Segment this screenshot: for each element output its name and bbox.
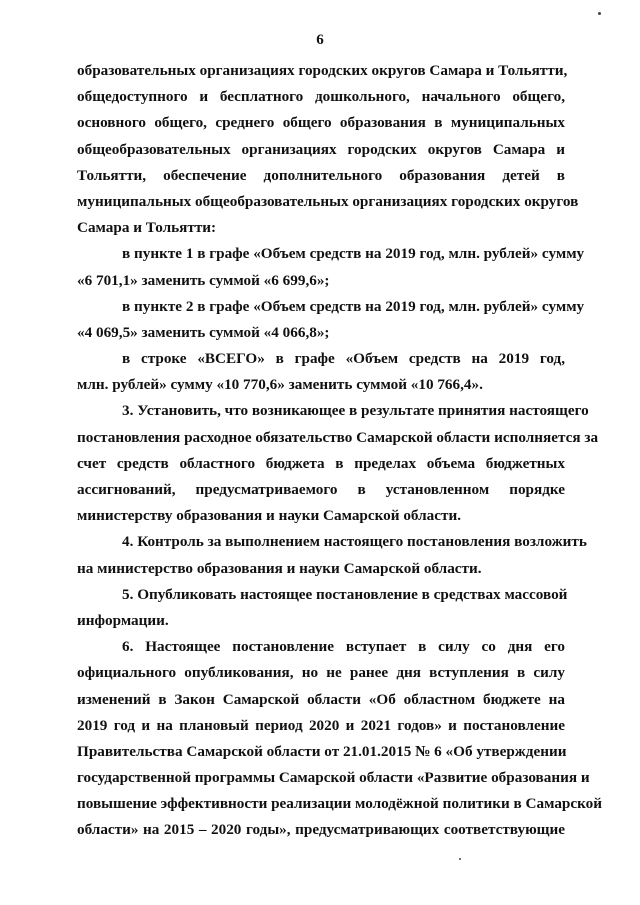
text-line: основного общего, среднего общего образования в муниципальных — [77, 114, 565, 132]
text-line: государственной программы Самарской области «Развитие образования и — [77, 769, 590, 787]
text-line: общеобразовательных организациях городских округов Самара и — [77, 140, 565, 158]
text-line: общедоступного и бесплатного дошкольного, начального общего, — [77, 88, 565, 106]
text-line: 5. Опубликовать настоящее постановление в средствах массовой — [122, 585, 568, 603]
text-line: в пункте 1 в графе «Объем средств на 2019 год, млн. рублей» сумму — [122, 245, 585, 263]
text-line: 2019 год и на плановый период 2020 и 2021 годов» и постановление — [77, 716, 565, 734]
text-line: 3. Установить, что возникающее в результате принятия настоящего — [122, 402, 589, 420]
text-line: «6 701,1» заменить суммой «6 699,6»; — [77, 271, 330, 289]
text-line: Тольятти, обеспечение дополнительного образования детей в — [77, 166, 565, 184]
text-line: официального опубликования, но не ранее дня вступления в силу — [77, 664, 565, 682]
text-line: в строке «ВСЕГО» в графе «Объем средств на 2019 год, — [122, 350, 565, 368]
text-line: повышение эффективности реализации молодёжной политики в Самарской — [77, 795, 602, 813]
text-line: ассигнований, предусматриваемого в установленном порядке — [77, 481, 565, 498]
text-line: на министерство образования и науки Самарской области. — [77, 559, 482, 577]
text-line: образовательных организациях городских округов Самара и Тольятти, — [77, 62, 568, 79]
text-line: области» на 2015 – 2020 годы», предусматривающих соответствующие — [77, 821, 565, 839]
text-line: млн. рублей» сумму «10 770,6» заменить суммой «10 766,4». — [77, 376, 483, 394]
text-line: Правительства Самарской области от 21.01.2015 № 6 «Об утверждении — [77, 742, 567, 760]
text-line: изменений в Закон Самарской области «Об областном бюджете на — [77, 690, 565, 708]
text-line: 4. Контроль за выполнением настоящего постановления возложить — [122, 533, 587, 551]
scan-speck — [459, 858, 461, 860]
text-line: постановления расходное обязательство Самарской области исполняется за — [77, 428, 599, 446]
document-body — [77, 58, 602, 844]
text-line: информации. — [77, 611, 169, 629]
text-line: министерству образования и науки Самарской области. — [77, 507, 461, 525]
text-line: счет средств областного бюджета в пределах объема бюджетных — [77, 454, 565, 472]
text-line: «4 069,5» заменить суммой «4 066,8»; — [77, 323, 330, 341]
scan-speck — [598, 12, 601, 15]
text-line: 6. Настоящее постановление вступает в силу со дня его — [122, 638, 565, 656]
text-line: в пункте 2 в графе «Объем средств на 2019 год, млн. рублей» сумму — [122, 297, 585, 315]
page-number: 6 — [316, 32, 324, 48]
text-line: муниципальных общеобразовательных организациях городских округов — [77, 192, 579, 210]
text-line: Самара и Тольятти: — [77, 219, 217, 237]
